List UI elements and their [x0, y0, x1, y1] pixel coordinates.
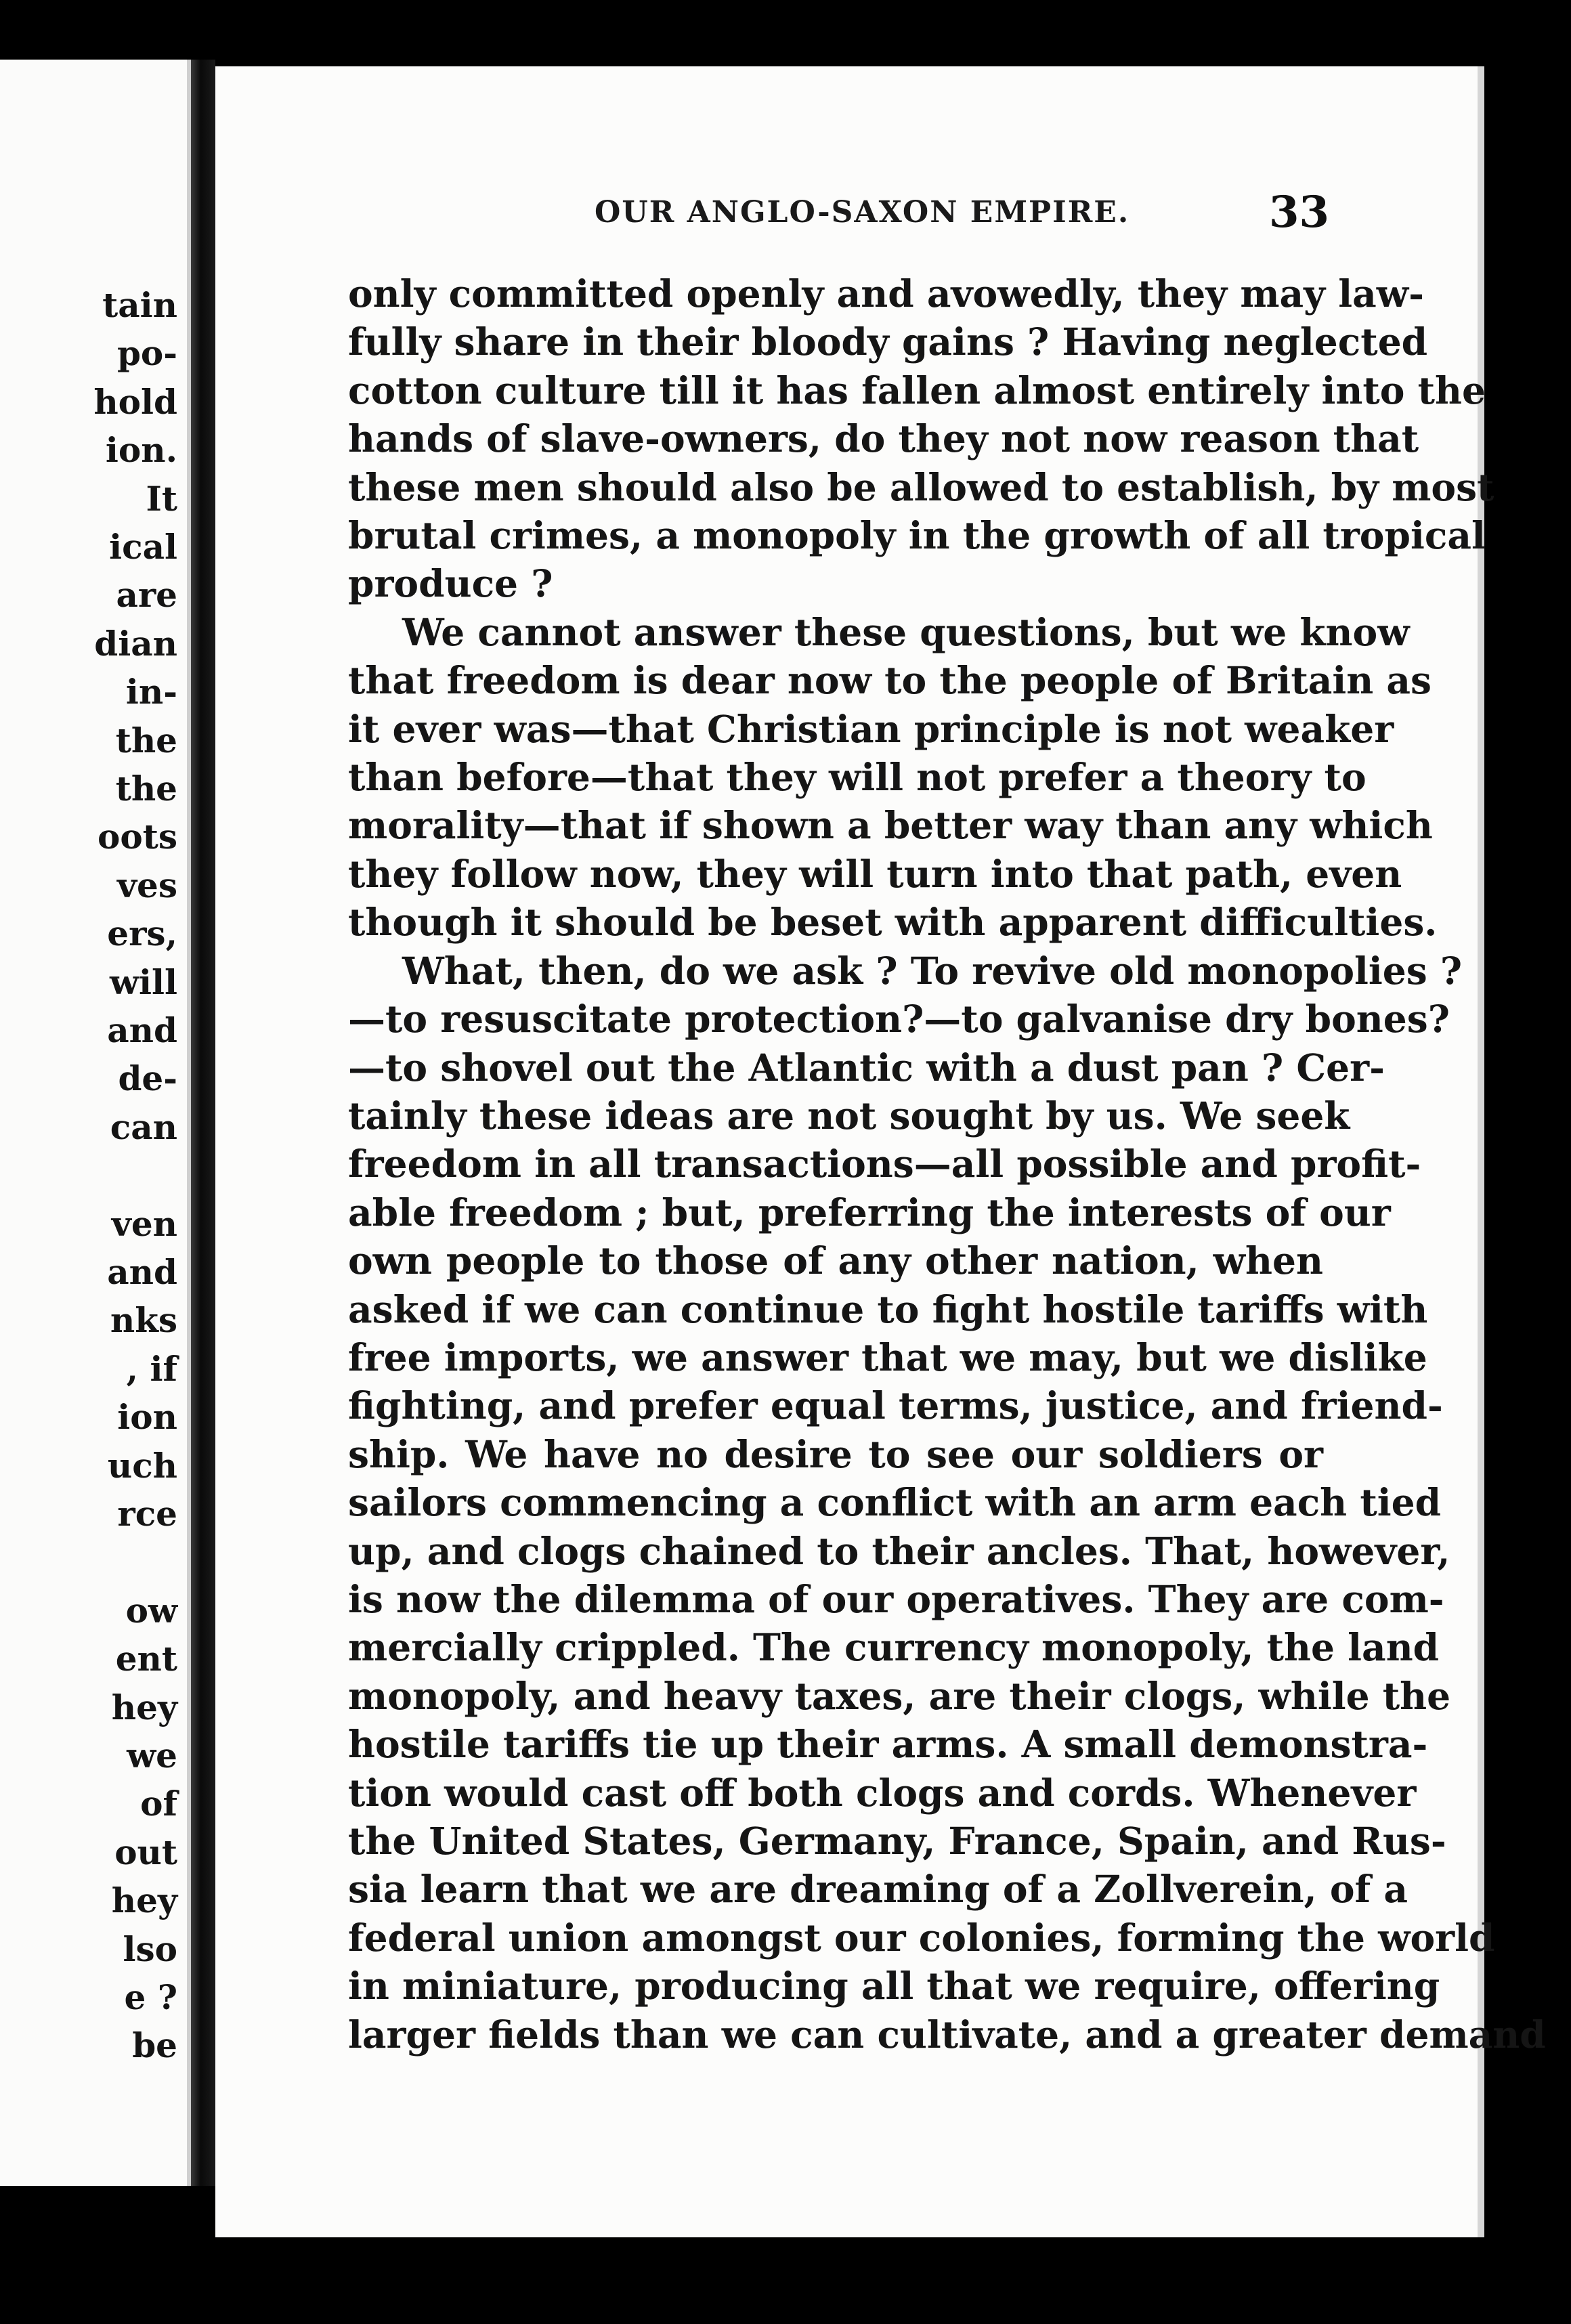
- facing-page-line: nks: [110, 1300, 177, 1341]
- text-line: larger fields than we can cultivate, and a greater demand: [348, 2012, 1546, 2057]
- facing-page-line: ven: [111, 1203, 177, 1244]
- facing-page-line: ion.: [105, 430, 177, 471]
- facing-page-line: hey: [111, 1687, 177, 1727]
- facing-page-line: ow: [125, 1590, 177, 1631]
- facing-page-line: can: [110, 1106, 177, 1147]
- text-line: sailors commencing a conflict with an arm each tied: [348, 1480, 1442, 1525]
- text-line: brutal crimes, a monopoly in the growth of all tropical: [348, 513, 1486, 558]
- text-line: federal union amongst our colonies, forming the world: [348, 1915, 1495, 1960]
- facing-page-line: , if: [126, 1348, 177, 1389]
- text-line: monopoly, and heavy taxes, are their clogs, while the: [348, 1673, 1451, 1718]
- facing-page-line: rce: [117, 1494, 177, 1534]
- text-line: tion would cast off both clogs and cords. Whenever: [348, 1770, 1417, 1815]
- text-line: morality—that if shown a better way than any which: [348, 803, 1433, 848]
- text-line: —to resuscitate protection?—to galvanise dry bones?: [348, 997, 1450, 1041]
- text-line: produce ?: [348, 561, 553, 606]
- text-line: than before—that they will not prefer a theory to: [348, 755, 1366, 800]
- text-line: able freedom ; but, preferring the interests of our: [348, 1190, 1391, 1234]
- book-gutter: [191, 60, 215, 2186]
- text-line: in miniature, producing all that we require, offering: [348, 1964, 1440, 2008]
- text-line: up, and clogs chained to their ancles. That, however,: [348, 1528, 1450, 1573]
- facing-page-line: ical: [109, 527, 177, 567]
- facing-page-line: oots: [98, 817, 177, 857]
- facing-page-line: de-: [118, 1058, 177, 1099]
- text-line: they follow now, they will turn into that path, even: [348, 851, 1402, 896]
- facing-page-line: be: [132, 2025, 177, 2066]
- facing-page-line: dian: [94, 623, 177, 664]
- facing-page-line: and: [107, 1010, 177, 1050]
- body-text: [348, 270, 1546, 2059]
- facing-page-line: ers,: [107, 913, 177, 954]
- facing-page-line: ves: [116, 865, 177, 905]
- facing-page-line: and: [107, 1252, 177, 1292]
- page-number: 33: [1269, 187, 1330, 238]
- text-line: ship. We have no desire to see our soldiers or: [348, 1432, 1323, 1476]
- text-line: freedom in all transactions—all possible and profit-: [348, 1142, 1421, 1186]
- text-line: sia learn that we are dreaming of a Zollverein, of a: [348, 1867, 1408, 1912]
- facing-page-line: lso: [123, 1929, 177, 1969]
- text-line: is now the dilemma of our operatives. They are com-: [348, 1576, 1444, 1621]
- facing-page-line: hold: [93, 381, 177, 422]
- facing-page-line: are: [116, 575, 177, 616]
- text-line: —to shovel out the Atlantic with a dust pan ? Cer-: [348, 1045, 1385, 1090]
- facing-page-line: in-: [125, 672, 177, 712]
- facing-page-line: of: [140, 1784, 177, 1824]
- text-line: hands of slave-owners, do they not now reason that: [348, 416, 1419, 461]
- text-line: these men should also be allowed to establish, by most: [348, 465, 1494, 509]
- facing-page-line: uch: [107, 1445, 177, 1486]
- facing-page-line: we: [127, 1736, 177, 1776]
- facing-page-line: ent: [115, 1639, 177, 1679]
- page-header: [215, 187, 1484, 241]
- facing-page-fragment: [0, 60, 191, 2186]
- text-line: own people to those of any other nation, when: [348, 1239, 1323, 1283]
- text-line: What, then, do we ask ? To revive old monopolies ?: [402, 948, 1463, 993]
- text-line: mercially crippled. The currency monopoly, the land: [348, 1625, 1440, 1670]
- facing-page-line: the: [115, 769, 177, 809]
- text-line: fully share in their bloody gains ? Having neglected: [348, 320, 1428, 364]
- running-head: OUR ANGLO-SAXON EMPIRE.: [595, 195, 1130, 230]
- text-line: asked if we can continue to fight hostile tariffs with: [348, 1287, 1428, 1331]
- facing-page-line: It: [146, 478, 177, 519]
- text-line: though it should be beset with apparent difficulties.: [348, 900, 1438, 945]
- text-line: cotton culture till it has fallen almost entirely into the: [348, 368, 1486, 412]
- text-line: tainly these ideas are not sought by us. We seek: [348, 1093, 1350, 1138]
- text-line: free imports, we answer that we may, but we dislike: [348, 1335, 1427, 1379]
- text-line: it ever was—that Christian principle is not weaker: [348, 706, 1394, 751]
- facing-page-line: hey: [111, 1880, 177, 1921]
- facing-page-line: the: [115, 720, 177, 760]
- text-line: the United States, Germany, France, Spain, and Rus-: [348, 1819, 1446, 1863]
- facing-page-line: e ?: [124, 1977, 177, 2017]
- book-page: [215, 66, 1546, 2237]
- text-line: We cannot answer these questions, but we know: [402, 609, 1410, 654]
- text-line: fighting, and prefer equal terms, justice, and friend-: [348, 1383, 1443, 1428]
- text-line: only committed openly and avowedly, they may law-: [348, 272, 1424, 316]
- facing-page-line: tain: [102, 285, 177, 325]
- text-line: hostile tariffs tie up their arms. A small demonstra-: [348, 1722, 1428, 1767]
- text-line: that freedom is dear now to the people of Britain as: [348, 658, 1432, 703]
- facing-page-line: will: [109, 962, 177, 1002]
- facing-page-line: ion: [117, 1397, 177, 1438]
- facing-page-line: po-: [116, 333, 177, 374]
- facing-page-line: out: [114, 1832, 177, 1872]
